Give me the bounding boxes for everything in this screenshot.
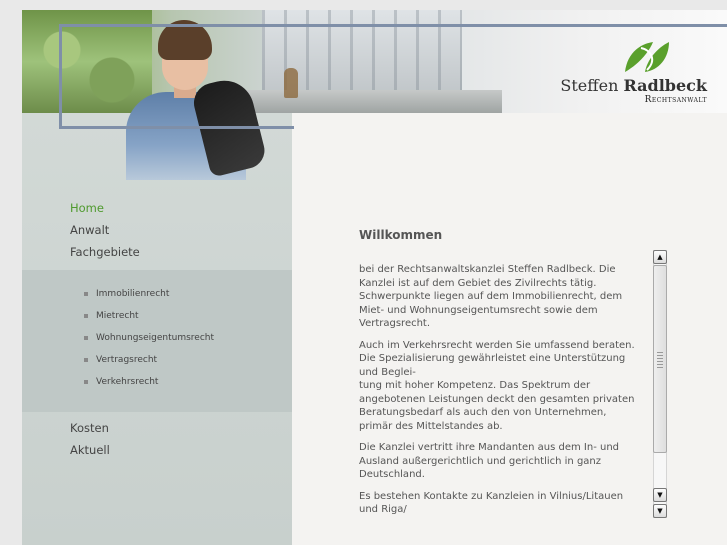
bullet-icon: [84, 336, 88, 340]
subnav-item-label: Immobilienrecht: [96, 289, 170, 299]
logo-name: [560, 76, 707, 95]
subnav-item-label: Vertragsrecht: [96, 355, 158, 365]
scroll-down-arrow-icon[interactable]: ▼: [653, 504, 667, 518]
subnav-item-mietrecht[interactable]: [84, 311, 139, 321]
bullet-icon: [84, 292, 88, 296]
secondary-nav: [70, 421, 110, 465]
scrollbar-grip-icon: [657, 352, 663, 368]
subnav-item-verkehrsrecht[interactable]: [84, 377, 158, 387]
header-photo-people: [284, 68, 298, 98]
logo[interactable]: [560, 40, 707, 110]
bullet-icon: [84, 358, 88, 362]
bullet-icon: [84, 314, 88, 318]
page-frame: [22, 10, 727, 545]
scroll-up-arrow-icon[interactable]: ▲: [653, 250, 667, 264]
header-frame-line-top: [59, 24, 727, 27]
subnav-item-wohnungseigentumsrecht[interactable]: [84, 333, 214, 343]
leaf-logo-icon: [623, 40, 671, 74]
subnav-fachgebiete: [22, 270, 292, 412]
header-photo-floor: [242, 90, 502, 113]
scroll-down-arrow-icon[interactable]: ▼: [653, 488, 667, 502]
content-scrollbar[interactable]: [653, 250, 667, 518]
lawyer-portrait: [122, 18, 267, 180]
nav-item-fachgebiete[interactable]: Fachgebiete: [70, 245, 140, 259]
subnav-item-vertragsrecht[interactable]: [84, 355, 157, 365]
logo-name-first: Steffen: [560, 76, 619, 95]
content-paragraph: bei der Rechtsanwaltskanzlei Steffen Radlbeck. Die Kanzlei ist auf dem Gebiet des Zivilrechts tätig. Schwerpunkte liegen auf dem Immobilienrecht, dem Miet- und Wohnungseigentumsrecht sowie dem Vertragsrecht.: [359, 264, 623, 329]
subnav-item-label: Wohnungseigentumsrecht: [96, 333, 214, 343]
content-text: [359, 263, 639, 527]
content-paragraph: Es bestehen Kontakte zu Kanzleien in Vilnius/Litauen und Riga/: [359, 490, 624, 515]
logo-name-last: Radlbeck: [623, 76, 707, 95]
nav-item-kosten[interactable]: Kosten: [70, 421, 109, 435]
subnav-item-label: Mietrecht: [96, 311, 139, 321]
bullet-icon: [84, 380, 88, 384]
nav-item-anwalt[interactable]: Anwalt: [70, 223, 110, 237]
nav-item-home[interactable]: Home: [70, 201, 104, 215]
content-paragraph: Die Kanzlei vertritt ihre Mandanten aus dem In- und Ausland außergerichtlich und gerichtlich in ganz Deutschland.: [359, 442, 620, 480]
subnav-item-immobilienrecht[interactable]: [84, 289, 169, 299]
content-paragraph: Auch im Verkehrsrecht werden Sie umfassend beraten. Die Spezialisierung gewährleistet eine Unterstützung und Beglei- tung mit hoher Kompetenz. Das Spektrum der angebotenen Leistungen deckt den gesamten privaten Beratungsbedarf als auch den von Unternehmen, primär des Mittelstandes ab.: [359, 339, 635, 432]
main-nav: [70, 201, 140, 267]
header-frame-line-left: [59, 24, 62, 129]
logo-subtitle: Rechtsanwalt: [644, 95, 707, 105]
page-title: Willkommen: [359, 228, 443, 242]
nav-item-aktuell[interactable]: Aktuell: [70, 443, 110, 457]
header-frame-line-bottom: [59, 126, 294, 129]
subnav-item-label: Verkehrsrecht: [96, 377, 159, 387]
scrollbar-thumb[interactable]: [653, 265, 667, 453]
